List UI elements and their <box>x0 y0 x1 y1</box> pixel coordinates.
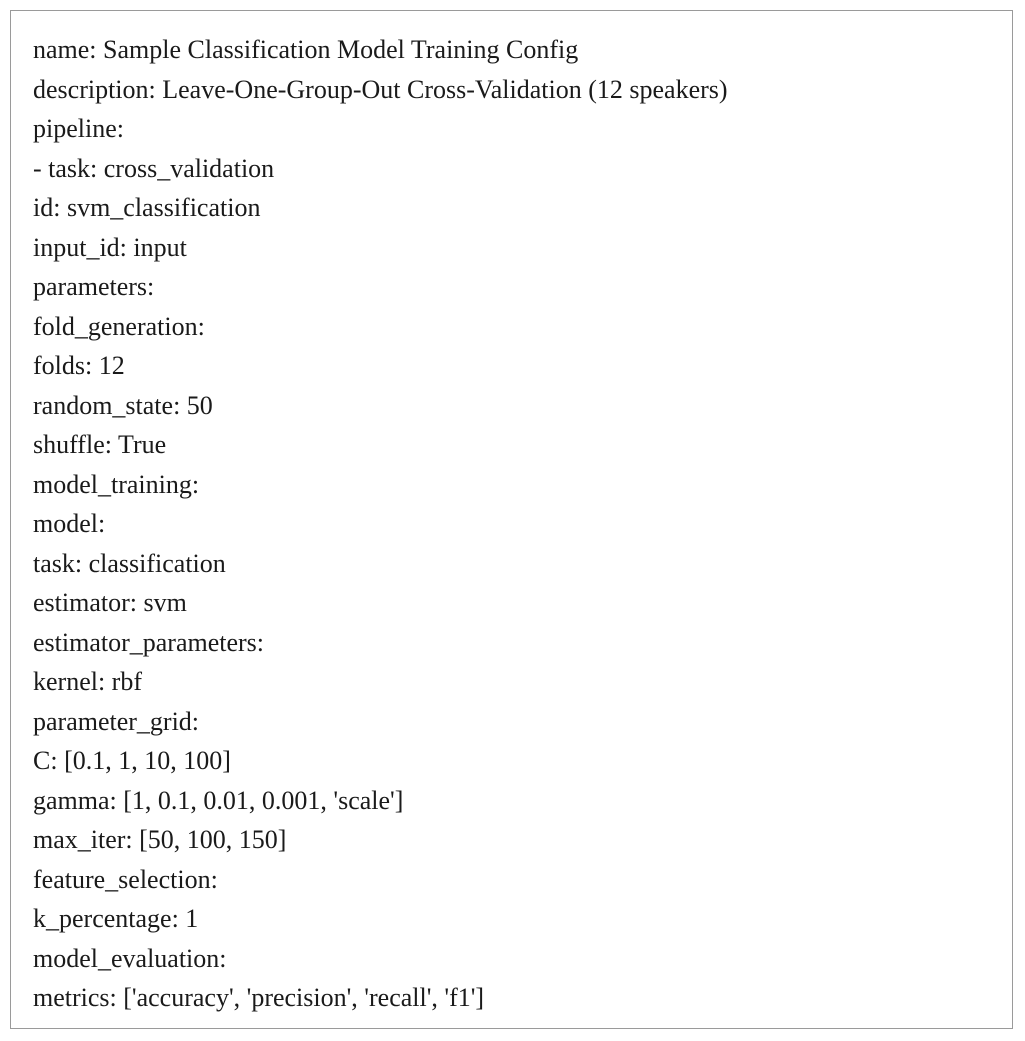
config-line-name: name: Sample Classification Model Training Config <box>33 35 579 64</box>
config-line-pipeline: pipeline: <box>33 114 124 143</box>
config-line-input-id: input_id: input <box>33 232 187 262</box>
config-line-model: model: <box>33 509 106 538</box>
config-line-kernel: kernel: rbf <box>33 667 143 696</box>
config-line-description: description: Leave-One-Group-Out Cross-Validation (12 speakers) <box>33 74 728 104</box>
config-line-metrics: metrics: ['accuracy', 'precision', 'recall', 'f1'] <box>33 983 485 1012</box>
config-line-max-iter: max_iter: [50, 100, 150] <box>33 825 287 854</box>
config-line-parameters: parameters: <box>33 272 155 301</box>
config-line-gamma: gamma: [1, 0.1, 0.01, 0.001, 'scale'] <box>33 785 404 815</box>
config-line-id: id: svm_classification <box>33 193 261 222</box>
config-lines <box>33 30 728 1018</box>
config-line-k-percentage: k_percentage: 1 <box>33 904 199 933</box>
config-line-model-training: model_training: <box>33 469 200 499</box>
config-line-fold-generation: fold_generation: <box>33 311 205 341</box>
config-line-parameter-grid: parameter_grid: <box>33 706 200 736</box>
config-line-estimator: estimator: svm <box>33 588 187 617</box>
config-line-task: - task: cross_validation <box>33 153 275 183</box>
config-line-estimator-parameters: estimator_parameters: <box>33 627 265 657</box>
config-line-shuffle: shuffle: True <box>33 430 167 459</box>
config-line-c: C: [0.1, 1, 10, 100] <box>33 746 231 775</box>
config-line-model-task: task: classification <box>33 548 226 578</box>
config-line-feature-selection: feature_selection: <box>33 864 218 894</box>
config-line-model-evaluation: model_evaluation: <box>33 943 227 973</box>
config-line-random-state: random_state: 50 <box>33 390 213 420</box>
config-listing-box <box>10 10 1013 1029</box>
config-line-folds: folds: 12 <box>33 351 125 380</box>
